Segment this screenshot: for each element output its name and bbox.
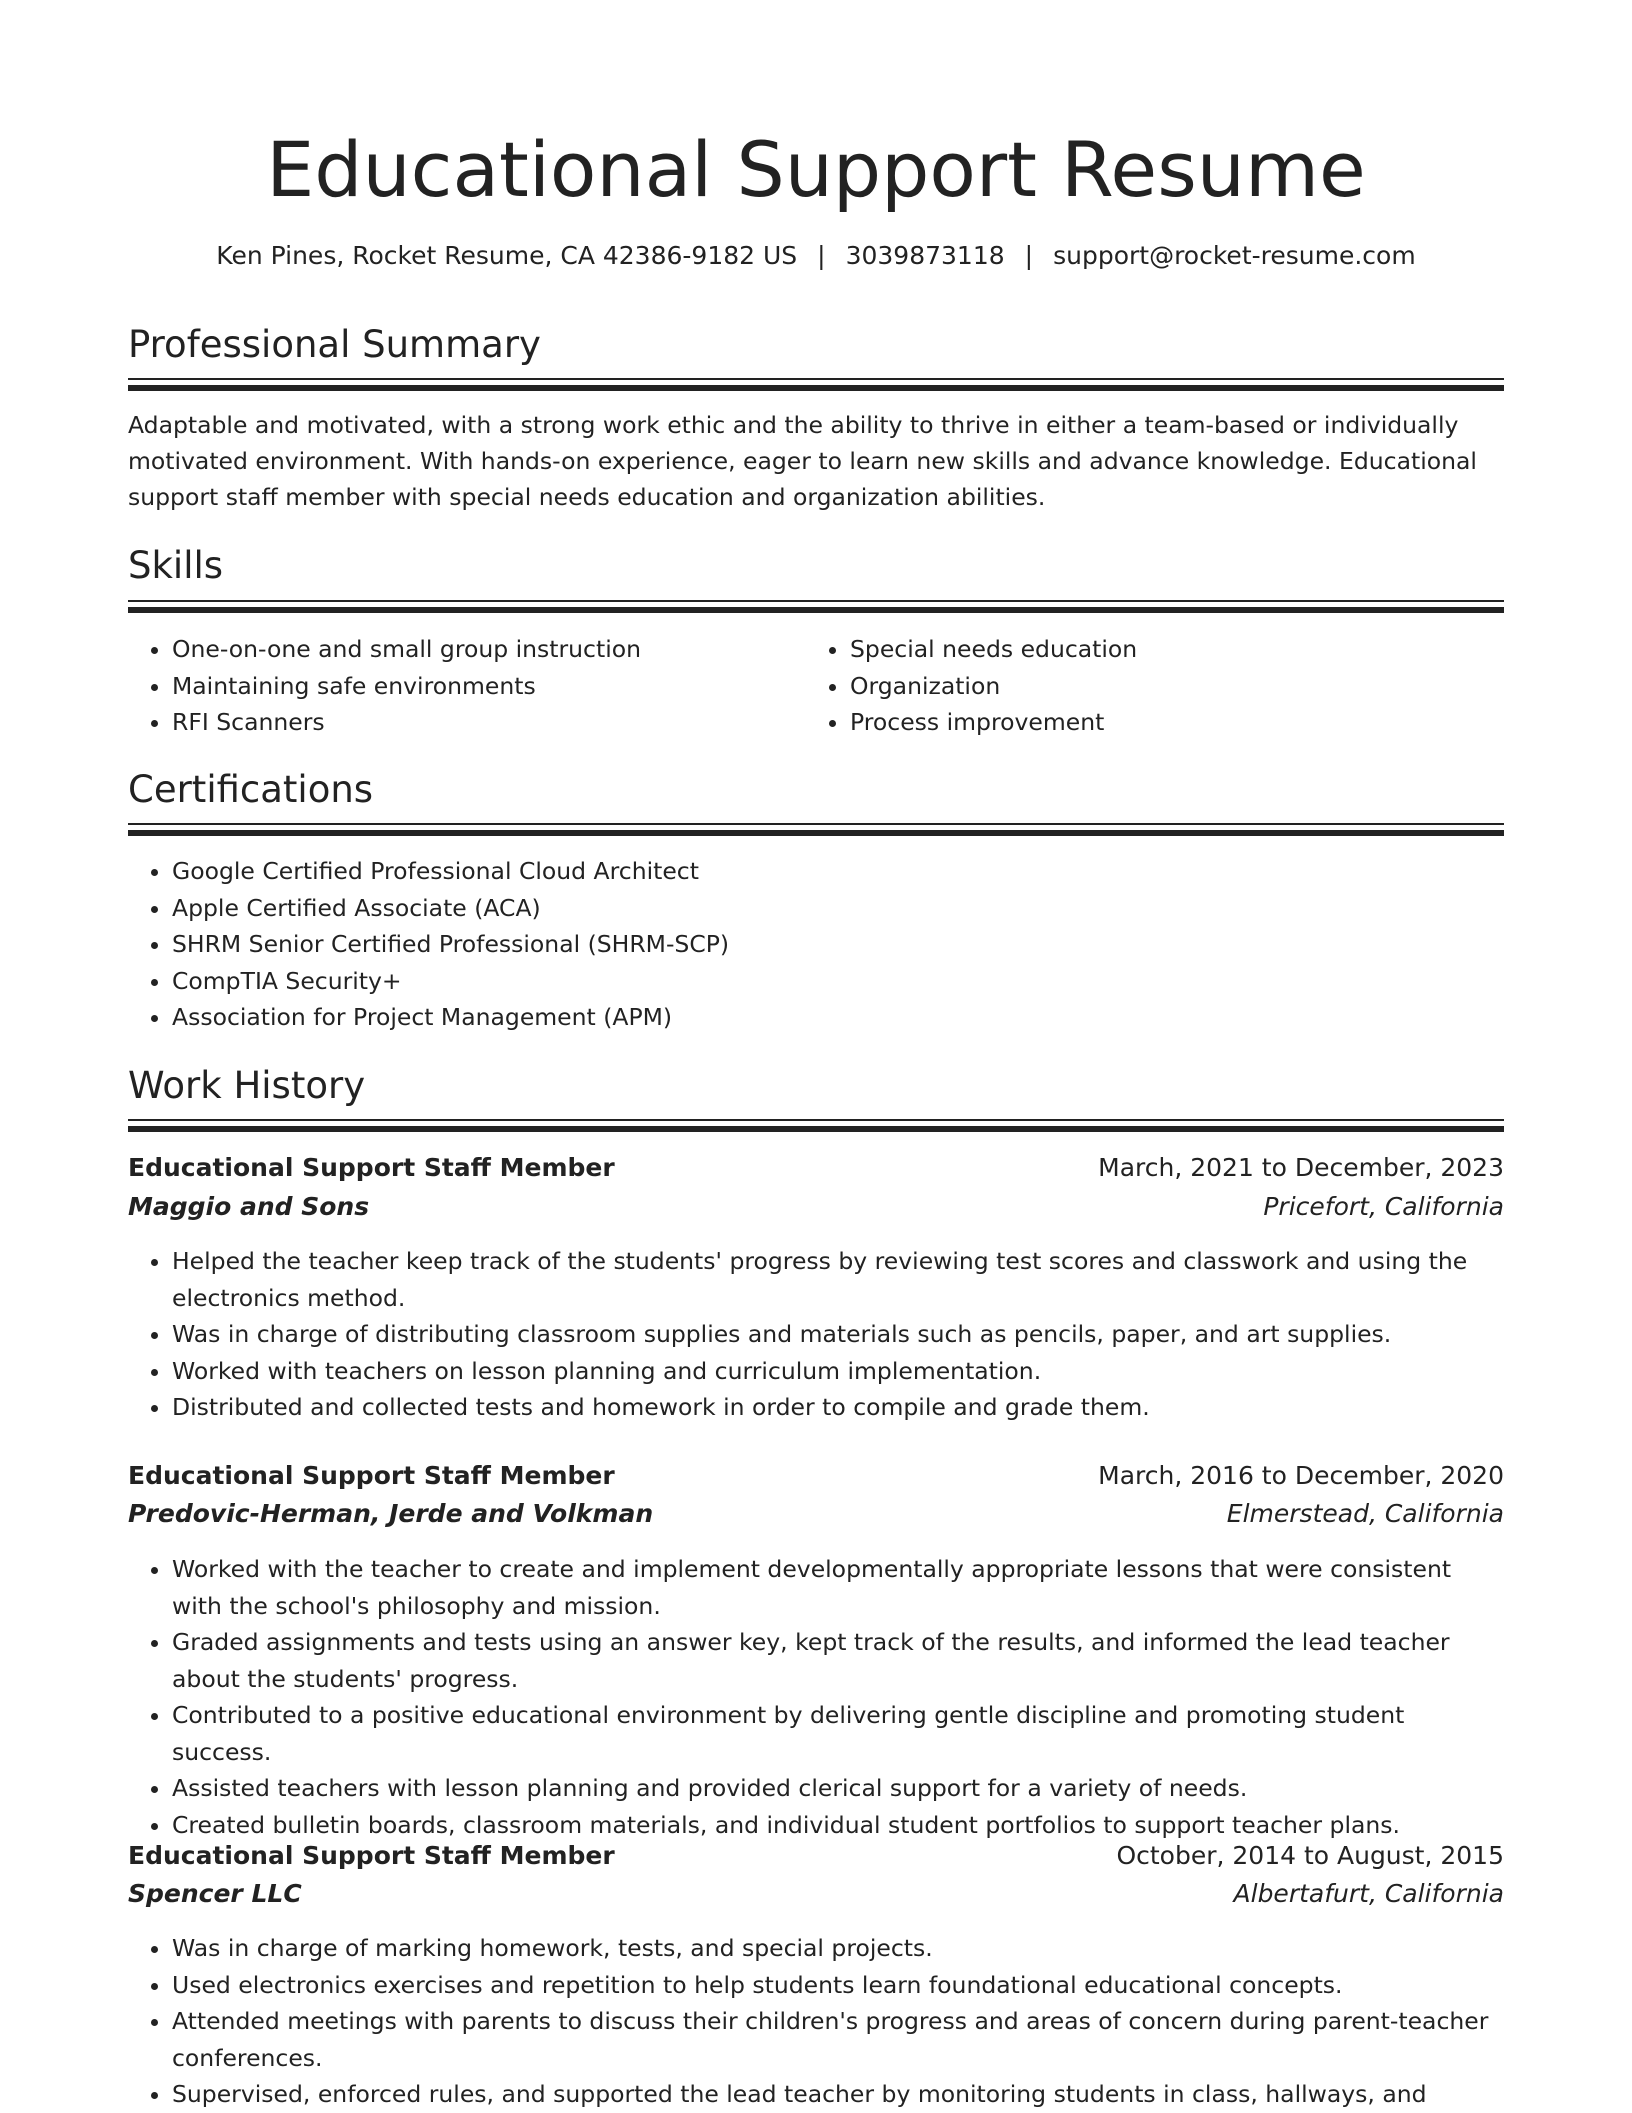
job-duty-item: • Worked with teachers on lesson planning and curriculum implementation.	[172, 1353, 1504, 1390]
section-heading-skills: Skills	[128, 544, 224, 587]
job-duty-item: • Worked with the teacher to create and implement developmentally appropriate lessons that were consistent with the school's philosophy and mission.	[172, 1551, 1504, 1624]
contact-separator: |	[817, 241, 826, 270]
skill-item: • Organization	[850, 668, 1490, 705]
job-company: Predovic-Herman, Jerde and Volkman	[128, 1499, 654, 1528]
contact-separator: |	[1024, 241, 1034, 270]
skills-list-left	[128, 631, 812, 741]
job-title: Educational Support Staff Member	[128, 1153, 615, 1182]
certification-item: • Association for Project Management (APM)	[172, 999, 1504, 1036]
job-company: Maggio and Sons	[128, 1192, 370, 1221]
section-heading-work-history: Work History	[128, 1064, 366, 1107]
skill-item: • Special needs education	[850, 631, 1490, 668]
skill-item: • Process improvement	[850, 704, 1490, 741]
skill-item: • RFI Scanners	[172, 704, 812, 741]
job-dates: March, 2021 to December, 2023	[1098, 1153, 1504, 1182]
certification-item: • Apple Certified Associate (ACA)	[172, 890, 1504, 927]
job-duty-item: • Graded assignments and tests using an answer key, kept track of the results, and informed the lead teacher about the students' progress.	[172, 1624, 1504, 1697]
job-title: Educational Support Staff Member	[128, 1461, 615, 1490]
summary-text: Adaptable and motivated, with a strong work ethic and the ability to thrive in either a team-based or individually motivated environment. With hands-on experience, eager to learn new skills and advance knowledge. Educational support staff member with special needs education and organization abilities.	[128, 411, 1477, 511]
job-duties-list	[128, 1930, 1504, 2113]
job-duty-item: • Attended meetings with parents to discuss their children's progress and areas of concern during parent-teacher conferences.	[172, 2003, 1504, 2076]
job-duty-item: • Was in charge of marking homework, tests, and special projects.	[172, 1930, 1504, 1967]
job-duty-item: • Supervised, enforced rules, and supported the lead teacher by monitoring students in class, hallways, and	[172, 2076, 1504, 2113]
skill-item: • Maintaining safe environments	[172, 668, 812, 705]
resume-title: Educational Support Resume	[266, 125, 1366, 214]
job-title: Educational Support Staff Member	[128, 1841, 615, 1870]
job-location: Albertafurt, California	[1233, 1879, 1504, 1908]
skills-list-right	[806, 631, 1490, 741]
job-location: Elmerstead, California	[1226, 1499, 1504, 1528]
job-duties-list	[128, 1243, 1504, 1426]
section-heading-certifications: Certifications	[128, 768, 374, 811]
job-duty-item: • Was in charge of distributing classroom supplies and materials such as pencils, paper, and art supplies.	[172, 1316, 1504, 1353]
job-company: Spencer LLC	[128, 1879, 302, 1908]
skill-item: • One-on-one and small group instruction	[172, 631, 812, 668]
job-duties-list	[128, 1551, 1504, 1843]
job-duty-item: • Distributed and collected tests and homework in order to compile and grade them.	[172, 1389, 1504, 1426]
job-duty-item: • Contributed to a positive educational environment by delivering gentle discipline and promoting student success.	[172, 1697, 1504, 1770]
section-divider	[128, 823, 1504, 837]
section-divider	[128, 600, 1504, 614]
section-divider	[128, 378, 1504, 392]
contact-phone: 3039873118	[845, 241, 1005, 270]
job-duty-item: • Helped the teacher keep track of the students' progress by reviewing test scores and classwork and using the electronics method.	[172, 1243, 1504, 1316]
section-heading-summary: Professional Summary	[128, 323, 541, 366]
job-duty-item: • Assisted teachers with lesson planning and provided clerical support for a variety of needs.	[172, 1770, 1504, 1807]
contact-email: support@rocket-resume.com	[1053, 241, 1416, 270]
job-duty-item: • Created bulletin boards, classroom materials, and individual student portfolios to support teacher plans.	[172, 1807, 1504, 1844]
certification-item: • Google Certified Professional Cloud Architect	[172, 853, 1504, 890]
job-location: Pricefort, California	[1263, 1192, 1504, 1221]
certification-item: • CompTIA Security+	[172, 963, 1504, 1000]
contact-line	[128, 238, 1504, 274]
job-dates: October, 2014 to August, 2015	[1116, 1841, 1504, 1870]
section-divider	[128, 1119, 1504, 1133]
job-dates: March, 2016 to December, 2020	[1098, 1461, 1504, 1490]
certification-item: • SHRM Senior Certified Professional (SHRM-SCP)	[172, 926, 1504, 963]
job-duty-item: • Used electronics exercises and repetition to help students learn foundational educational concepts.	[172, 1967, 1504, 2004]
certifications-list	[128, 853, 1504, 1036]
contact-address: Ken Pines, Rocket Resume, CA 42386-9182 US	[216, 241, 798, 270]
